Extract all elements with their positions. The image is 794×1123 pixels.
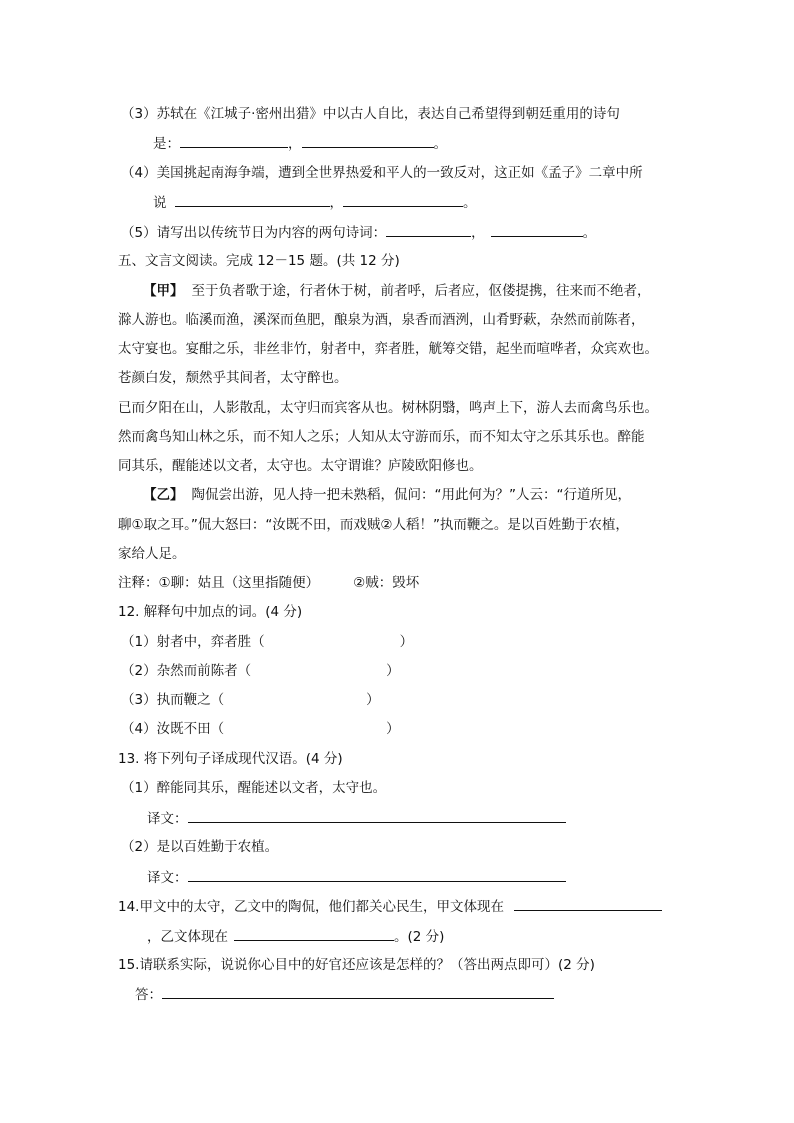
q13-translation-blank-1[interactable] — [188, 808, 566, 823]
q5-blank-2[interactable] — [491, 222, 583, 237]
q4-blank-2[interactable] — [343, 192, 463, 207]
q3-answer-line: 是： ， 。 — [153, 133, 447, 154]
passage-jia-line-6: 然而禽鸟知山林之乐，而不知人之乐；人知从太守游而乐，而不知太守之乐其乐也。醉能 — [118, 429, 645, 445]
q13-item-1: （1）醉能同其乐，醒能述以文者，太守也。 — [121, 780, 387, 796]
q12-item-1: （1）射者中，弈者胜（ ） — [121, 634, 414, 650]
q13-translation-1: 译文： — [147, 808, 566, 829]
q5-blank-1[interactable] — [386, 222, 471, 237]
passage-yi-line-2: 聊①取之耳。”侃大怒曰：“汝既不田，而戏贼②人稻！”执而鞭之。是以百姓勤于农植， — [118, 517, 629, 533]
q3-prompt: （3）苏轼在《江城子·密州出猎》中以古人自比，表达自己希望得到朝廷重用的诗句 — [121, 106, 620, 122]
q14-blank-2[interactable] — [234, 926, 394, 941]
section-heading: 五、文言文阅读。完成 12－15 题。(共 12 分) — [118, 253, 400, 269]
passage-jia-line-7: 同其乐，醒能述以文者，太守也。太守谓谁？庐陵欧阳修也。 — [118, 458, 483, 474]
passage-yi-line-3: 家给人足。 — [118, 546, 186, 562]
passage-jia-line-4: 苍颜白发，颓然乎其间者，太守醉也。 — [118, 370, 348, 386]
passage-jia-line-3: 太守宴也。宴酣之乐，非丝非竹，射者中，弈者胜，觥筹交错，起坐而喧哗者，众宾欢也。 — [118, 341, 658, 357]
passage-jia-label: 【甲】 — [143, 283, 184, 299]
passage-jia-line-5: 已而夕阳在山，人影散乱，太守归而宾客从也。树林阴翳，鸣声上下，游人去而禽鸟乐也。 — [118, 400, 658, 416]
q4-answer-line: 说 ， 。 — [153, 192, 477, 213]
passage-yi-label: 【乙】 — [143, 487, 184, 503]
q4-blank-1[interactable] — [175, 192, 330, 207]
q3-blank-1[interactable] — [180, 133, 288, 148]
q3-blank-2[interactable] — [302, 133, 434, 148]
passage-jia-line-1: 【甲】 至于负者歌于途，行者休于树，前者呼，后者应，伛偻提携，往来而不绝者， — [143, 283, 651, 299]
q12-item-4: （4）汝既不田（ ） — [121, 721, 400, 737]
q14-line-1: 14.甲文中的太守，乙文中的陶侃，他们都关心民生，甲文体现在 — [118, 896, 662, 917]
q13-translation-2: 译文： — [147, 867, 566, 888]
q4-prompt: （4）美国挑起南海争端，遭到全世界热爱和平人的一致反对，这正如《孟子》二章中所 — [121, 165, 643, 181]
passage-yi-line-1: 【乙】 陶侃尝出游，见人持一把未熟稻，侃问：“用此何为？”人云：“行道所见， — [143, 487, 631, 503]
passage-jia-line-2: 滁人游也。临溪而渔，溪深而鱼肥，酿泉为酒，泉香而酒洌，山肴野蔌，杂然而前陈者， — [118, 312, 645, 328]
q13-translation-blank-2[interactable] — [188, 867, 566, 882]
q12-heading: 12. 解释句中加点的词。(4 分) — [118, 604, 303, 620]
q15-answer-blank[interactable] — [162, 984, 554, 999]
q13-item-2: （2）是以百姓勤于农植。 — [121, 839, 279, 855]
q15-answer-line: 答： — [135, 984, 554, 1005]
q12-item-2: （2）杂然而前陈者（ ） — [121, 663, 400, 679]
q12-item-3: （3）执而鞭之（ ） — [121, 692, 380, 708]
q13-heading: 13. 将下列句子译成现代汉语。(4 分) — [118, 751, 343, 767]
q14-blank-1[interactable] — [514, 896, 662, 911]
notes: 注释：①聊：姑且（这里指随便） ②贼：毁坏 — [118, 575, 420, 591]
q15-prompt: 15.请联系实际，说说你心目中的好官还应该是怎样的？（答出两点即可）(2 分) — [118, 957, 595, 973]
q14-line-2: ，乙文体现在 。(2 分) — [147, 926, 444, 947]
q5-prompt: （5）请写出以传统节日为内容的两句诗词： ， 。 — [121, 222, 596, 243]
